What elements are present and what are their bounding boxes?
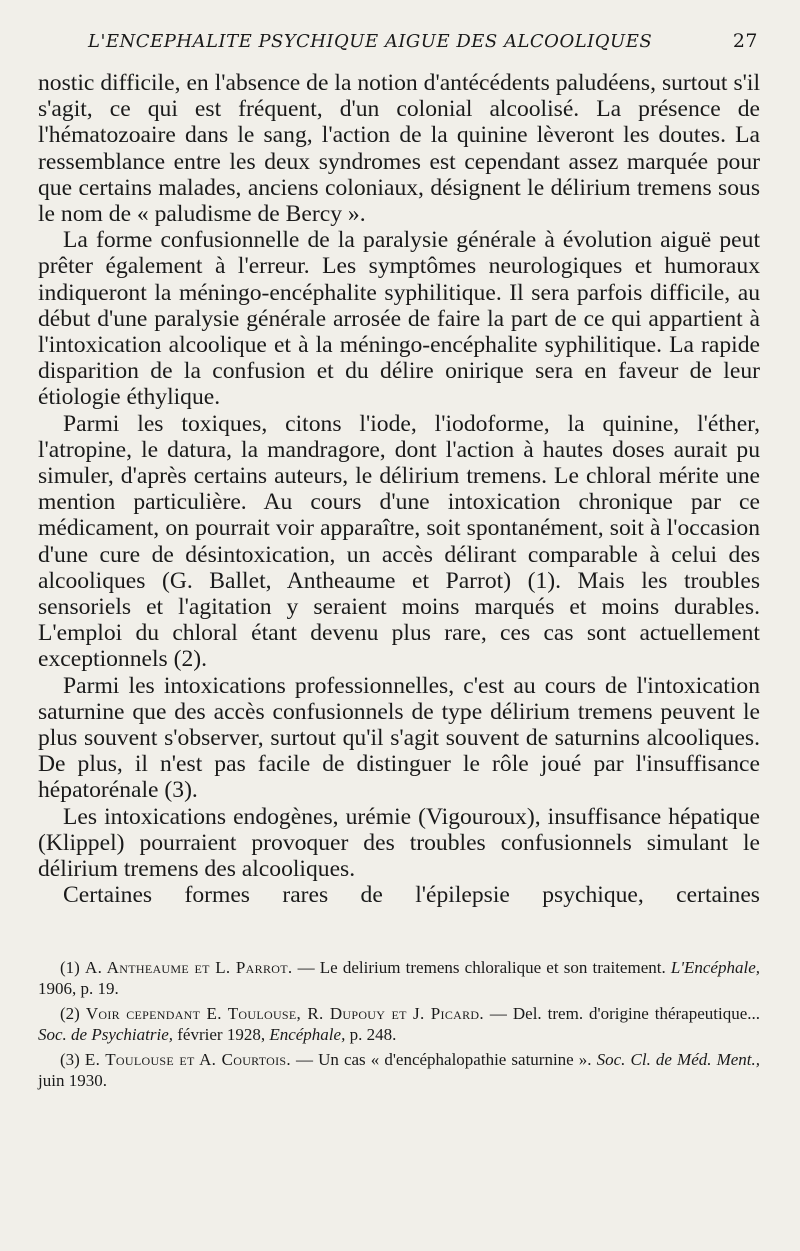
body-text (38, 70, 760, 909)
running-title: L'ENCEPHALITE PSYCHIQUE AIGUE DES ALCOOLIQUES (88, 31, 653, 52)
footnote-tail: juin 1930. (38, 1070, 107, 1090)
footnote-source-2: Encéphale, (269, 1024, 346, 1044)
paragraph-4: Parmi les intoxications professionnelles, c'est au cours de l'intoxication saturnine que des accès confusionnels de type délirium tremens peuvent le plus souvent s'observer, surtout qu'il s'agit souvent de saturnins alcooliques. De plus, il n'est pas facile de distinguer le rôle joué par l'insuffisance hépatorénale (3). (38, 672, 760, 804)
footnote-mark: (1) (60, 957, 80, 977)
paragraph-3: Parmi les toxiques, citons l'iode, l'iodoforme, la quinine, l'éther, l'atropine, le datura, la mandragore, dont l'action à hautes doses aurait pu simuler, d'après certains auteurs, le délirium tremens. Le chloral mérite une mention particulière. Au cours d'une intoxication chronique par ce médicament, on pourrait voir apparaître, soit spontanément, soit à l'occasion d'une cure de désintoxication, un accès délirant comparable à celui des alcooliques (G. Ballet, Antheaume et Parrot) (1). Mais les troubles sensoriels et l'agitation y seraient moins marqués et moins durables. L'emploi du chloral étant devenu plus rare, ces cas sont actuellement exceptionnels (2). (38, 410, 760, 673)
footnote-1 (38, 957, 760, 999)
paragraph-5: Les intoxications endogènes, urémie (Vigouroux), insuffisance hépatique (Klippel) pourraient provoquer des troubles confusionnels simulant le délirium tremens des alcooliques. (38, 803, 760, 883)
footnote-tail-2: p. 248. (345, 1024, 397, 1044)
footnote-text: — Le delirium tremens chloralique et son traitement. (292, 957, 671, 977)
footnote-mark: (2) (60, 1003, 80, 1023)
footnote-authors: A. Antheaume et L. Parrot. (85, 957, 293, 977)
footnote-mark: (3) (60, 1049, 80, 1069)
page-number: 27 (732, 30, 758, 52)
running-header (88, 30, 760, 56)
footnote-source: Soc. de Psychiatrie, (38, 1024, 174, 1044)
footnote-tail: février 1928, (173, 1024, 270, 1044)
paragraph-6: Certaines formes rares de l'épilepsie psychique, certaines (63, 882, 760, 909)
footnotes (38, 957, 760, 1091)
footnote-text: — Del. trem. d'origine thérapeutique... (483, 1003, 760, 1023)
footnote-text: — Un cas « d'encéphalopathie saturnine ». (290, 1049, 597, 1069)
footnote-tail: 1906, p. 19. (38, 978, 119, 998)
footnote-authors: Voir cependant E. Toulouse, R. Dupouy et J. Picard. (85, 1003, 484, 1023)
footnote-source: Soc. Cl. de Méd. Ment., (596, 1049, 760, 1069)
footnote-source: L'Encéphale, (670, 957, 760, 977)
footnote-authors: E. Toulouse et A. Courtois. (84, 1049, 291, 1069)
paragraph-1: nostic difficile, en l'absence de la notion d'antécédents paludéens, surtout s'il s'agit, ce qui est fréquent, d'un colonial alcoolisé. La présence de l'hématozoaire dans le sang, l'action de la quinine lèveront les doutes. La ressemblance entre les deux syndromes est cependant assez marquée pour que certains malades, anciens coloniaux, désignent le délirium tremens sous le nom de « paludisme de Bercy ». (38, 70, 760, 228)
paragraph-2: La forme confusionnelle de la paralysie générale à évolution aiguë peut prêter également à l'erreur. Les symptômes neurologiques et humoraux indiqueront la méningo-encéphalite syphilitique. Il sera parfois difficile, au début d'une paralysie générale arrosée de faire la part de ce qui appartient à l'intoxication alcoolique et à la méningo-encéphalite syphilitique. La rapide disparition de la confusion et du délire onirique sera en faveur de leur étiologie éthylique. (38, 227, 760, 411)
footnote-2 (38, 1003, 760, 1045)
footnote-3 (38, 1049, 760, 1091)
